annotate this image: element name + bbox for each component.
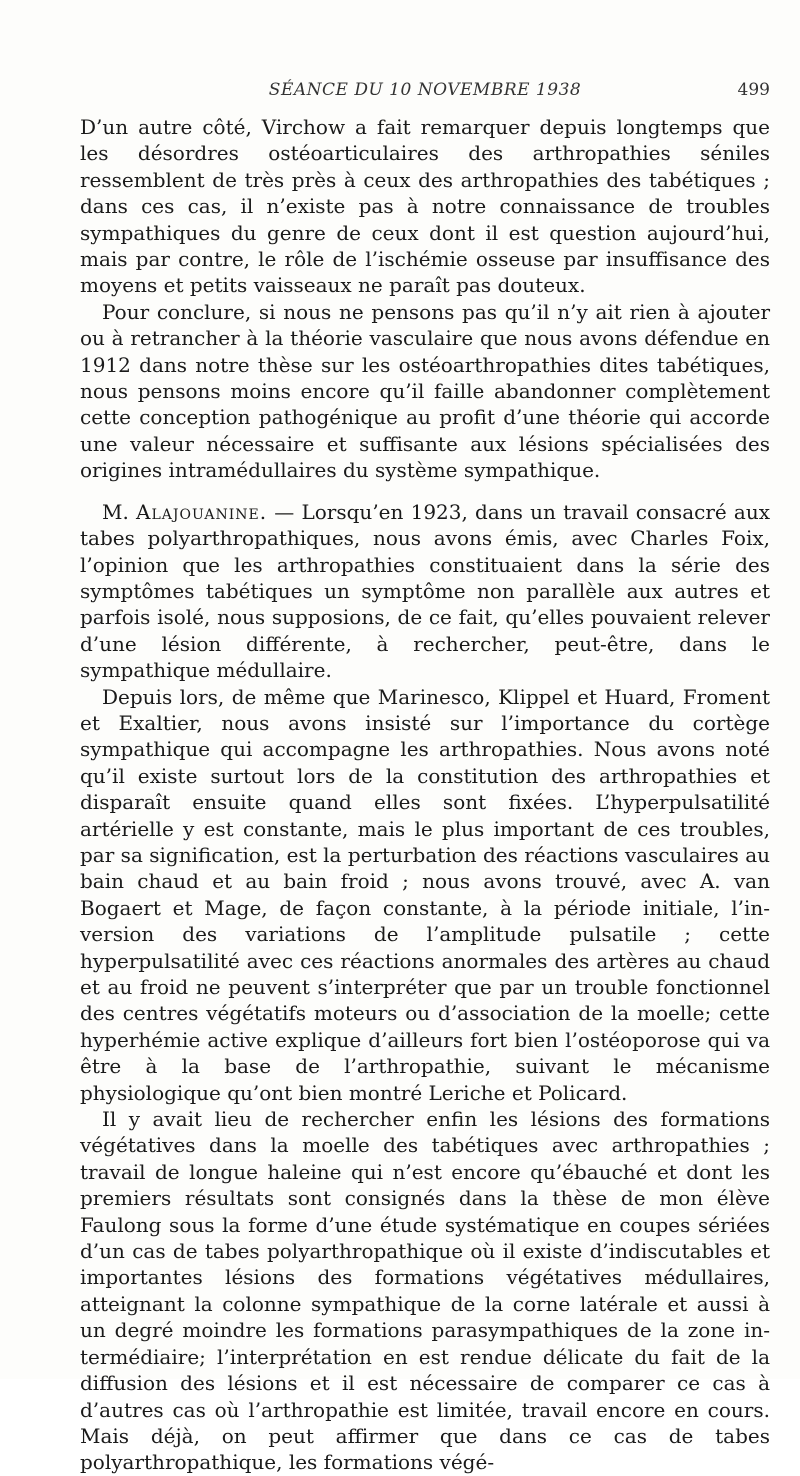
paragraph-2: Pour conclure, si nous ne pensons pas qu’il n’y ait rien à ajouter ou à retrancher à la théorie vasculaire que nous avons défendue en 1912 dans notre thèse sur les ostéoarthropathies dites tabétiques, nous pensons moins encore qu’il faille abandonner complètement cette conception pathogénique au profit d’une théorie qui accorde une valeur nécessaire et suffisante aux lésions spécialisées des origines intramédullaires du système sympathique. xyxy=(80,299,770,483)
paragraph-4: Depuis lors, de même que Marinesco, Klippel et Huard, Froment et Exaltier, nous avons insisté sur l’importance du cortège sympathique qui accompagne les arthropathies. Nous avons noté qu’il existe surtout lors de la constitution des arthropathies et disparaît ensuite quand elles sont fixées. L’hyperpulsatilité artérielle y est constante, mais le plus important de ces troubles, par sa signification, est la perturbation des réactions vasculaires au bain chaud et au bain froid ; nous avons trouvé, avec A. van Bogaert et Mage, de façon constante, à la période initiale, l’inversion des variations de l’amplitude pulsatile ; cette hyperpulsatilité avec ces réactions anormales des artères au chaud et au froid ne peuvent s’interpréter que par un trouble fonctionnel des centres végétatifs moteurs ou d’association de la moelle; cette hyperhémie active explique d’ailleurs fort bien l’ostéoporose qui va être à la base de l’arthropathie, suivant le mécanisme physiologique qu’ont bien montré Leriche et Policard. xyxy=(80,684,770,1105)
paragraph-1: D’un autre côté, Virchow a fait remarquer depuis longtemps que les désordres ostéoarticulaires des arthropathies séniles ressemblent de très près à ceux des arthropathies des tabétiques ; dans ces cas, il n’existe pas à notre connaissance de troubles sympathiques du genre de ceux dont il est question aujourd’hui, mais par contre, le rôle de l’ischémie osseuse par insuffisance des moyens et petits vaisseaux ne paraît pas douteux. xyxy=(80,115,770,298)
paragraph-3 xyxy=(80,499,770,684)
header-title: SÉANCE DU 10 NOVEMBRE 1938 xyxy=(268,80,582,100)
page-number: 499 xyxy=(737,80,770,100)
paragraph-3-text: Lorsqu’en 1923, dans un travail consacré aux tabes polyarthropathiques, nous avons émis, avec Charles Foix, l’opinion que les arthropathies constituaient dans la série des symptômes tabétiques un symptôme non parallèle aux autres et parfois isolé, nous supposions, de ce fait, qu’elles pouvaient relever d’une lésion différente, à rechercher, peut-être, dans le sympathique médullaire. xyxy=(80,499,771,683)
running-header xyxy=(80,80,770,104)
paragraph-5: Il y avait lieu de rechercher enfin les lésions des formations végétatives dans la moelle des tabétiques avec arthropathies ; travail de longue haleine qui n’est encore qu’ébauché et dont les premiers résultats sont consignés dans la thèse de mon élève Faulong sous la forme d’une étude systématique en coupes sériées d’un cas de tabes polyarthropathique où il existe d’indiscutables et importantes lésions des formations végétatives médullaires, atteignant la colonne sympathique de la corne latérale et aussi à un degré moindre les formations parasympathiques de la zone intermédiaire; l’interprétation en est rendue délicate du fait de la diffusion des lésions et il est nécessaire de comparer ce cas à d’autres cas où l’arthropathie est limitée, travail encore en cours. Mais déjà, on peut affirmer que dans ce cas de tabes polyarthropathique, les formations végé- xyxy=(80,1107,770,1475)
body-text xyxy=(80,114,770,1476)
speaker-name: Alajouanine. xyxy=(136,499,268,524)
speaker-prefix: M. xyxy=(102,499,129,524)
speaker-dash: — xyxy=(267,499,302,524)
